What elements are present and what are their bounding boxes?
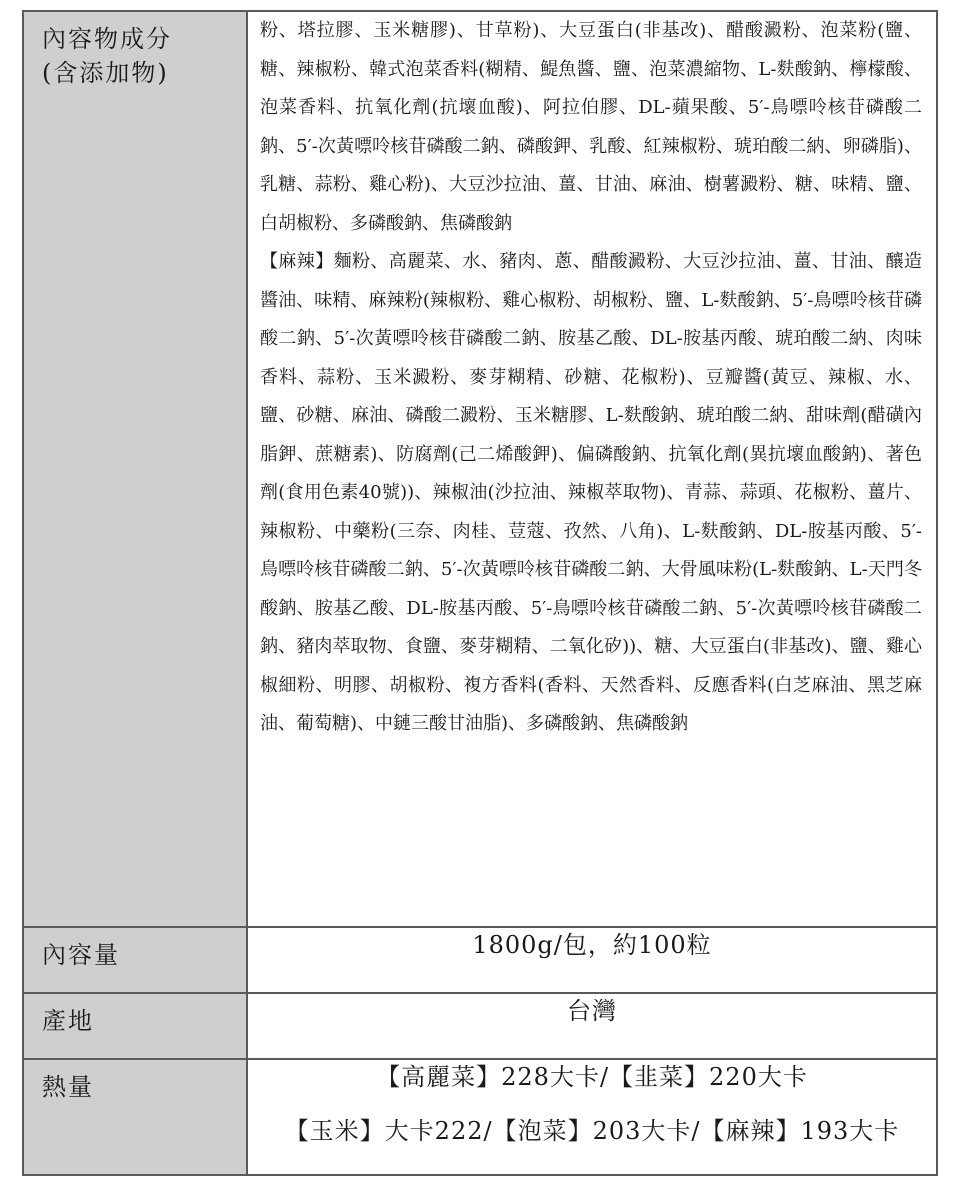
ingredients-row (23, 11, 937, 927)
origin-value: 台灣 (247, 993, 937, 1059)
ingredients-label-line1: 內容物成分 (42, 25, 172, 53)
calories-line-2: 【玉米】大卡222/【泡菜】203大卡/【麻辣】193大卡 (284, 1117, 900, 1145)
calories-value-cell (247, 1059, 937, 1175)
calories-label: 熱量 (23, 1059, 247, 1175)
ingredients-label-line2: (含添加物) (42, 59, 169, 87)
origin-label: 產地 (23, 993, 247, 1059)
quantity-label: 內容量 (23, 927, 247, 993)
calories-row (23, 1059, 937, 1175)
ingredients-label-cell (23, 11, 247, 927)
origin-row (23, 993, 937, 1059)
quantity-value: 1800g/包，約100粒 (247, 927, 937, 993)
ingredients-paragraph-2: 【麻辣】麵粉、高麗菜、水、豬肉、蔥、醋酸澱粉、大豆沙拉油、薑、甘油、釀造醬油、味精、麻辣粉(辣椒粉、雞心椒粉、胡椒粉、鹽、L-麩酸鈉、5′-鳥嘌呤核苷磷酸二鈉、5′-次黃嘌呤核苷磷酸二鈉、胺基乙酸、DL-胺基丙酸、琥珀酸二納、肉味香料、蒜粉、玉米澱粉、麥芽糊精、砂糖、花椒粉)、豆瓣醬(黃豆、辣椒、水、鹽、砂糖、麻油、磷酸二澱粉、玉米糖膠、L-麩酸鈉、琥珀酸二納、甜味劑(醋磺內脂鉀、蔗糖素)、防腐劑(己二烯酸鉀)、偏磷酸鈉、抗氧化劑(異抗壞血酸鈉)、著色劑(食用色素40號))、辣椒油(沙拉油、辣椒萃取物)、青蒜、蒜頭、花椒粉、薑片、辣椒粉、中藥粉(三奈、肉桂、荳蔻、孜然、八角)、L-麩酸鈉、DL-胺基丙酸、5′-鳥嘌呤核苷磷酸二鈉、5′-次黃嘌呤核苷磷酸二鈉、大骨風味粉(L-麩酸鈉、L-天門冬酸鈉、胺基乙酸、DL-胺基丙酸、5′-鳥嘌呤核苷磷酸二鈉、5′-次黃嘌呤核苷磷酸二鈉、豬肉萃取物、食鹽、麥芽糊精、二氧化矽))、糖、大豆蛋白(非基改)、鹽、雞心椒細粉、明膠、胡椒粉、複方香料(香料、天然香料、反應香料(白芝麻油、黑芝麻油、葡萄糖)、中鏈三酸甘油脂)、多磷酸鈉、焦磷酸鈉 (260, 251, 922, 734)
ingredients-value-cell (247, 11, 937, 927)
quantity-row (23, 927, 937, 993)
ingredients-paragraph-1: 粉、塔拉膠、玉米糖膠)、甘草粉)、大豆蛋白(非基改)、醋酸澱粉、泡菜粉(鹽、糖、辣椒粉、韓式泡菜香料(糊精、鯷魚醬、鹽、泡菜濃縮物、L-麩酸鈉、檸檬酸、泡菜香料、抗氧化劑(抗壞血酸)、阿拉伯膠、DL-蘋果酸、5′-鳥嘌呤核苷磷酸二鈉、5′-次黃嘌呤核苷磷酸二鈉、磷酸鉀、乳酸、紅辣椒粉、琥珀酸二納、卵磷脂)、乳糖、蒜粉、雞心粉)、大豆沙拉油、薑、甘油、麻油、樹薯澱粉、糖、味精、鹽、白胡椒粉、多磷酸鈉、焦磷酸鈉 (260, 20, 922, 234)
calories-line-1: 【高麗菜】228大卡/【韭菜】220大卡 (376, 1063, 808, 1091)
ingredients-text (248, 12, 936, 744)
product-spec-table (22, 10, 938, 1176)
